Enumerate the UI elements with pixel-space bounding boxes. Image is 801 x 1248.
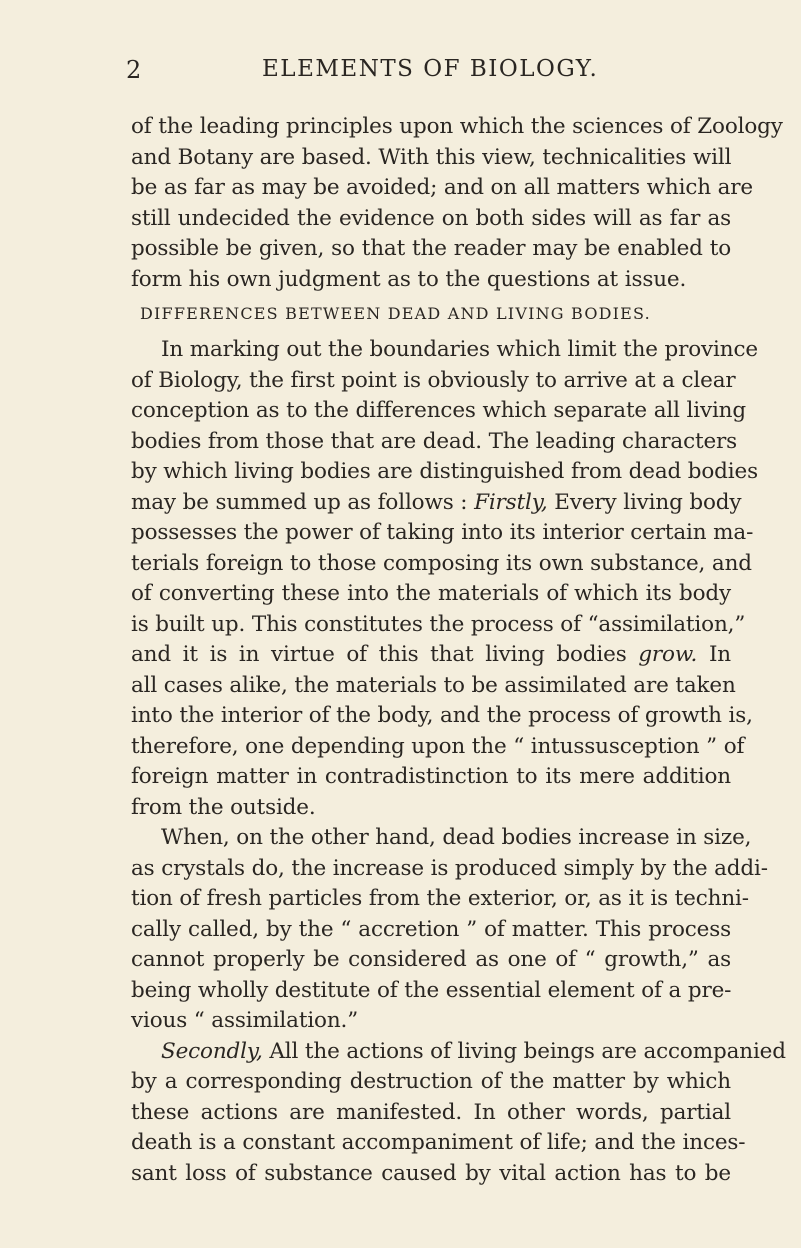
text-line: from the outside. (131, 794, 316, 820)
text-line: by which living bodies are distinguished from dead bodies (131, 459, 758, 484)
page-number: 2 (126, 56, 143, 84)
text-line (131, 1037, 786, 1068)
text-run: All the actions of living beings are accompanied (262, 1038, 786, 1064)
text-line: as crystals do, the increase is produced simply by the addi- (131, 855, 768, 881)
paragraph-first-difference (131, 335, 758, 823)
text-line: into the interior of the body, and the process of growth is, (131, 703, 753, 728)
text-line: death is a constant accompaniment of life; and the inces- (131, 1130, 746, 1155)
italic-firstly: Firstly, (474, 489, 548, 515)
text-run: In (697, 642, 731, 667)
text-line: all cases alike, the materials to be assimilated are taken (131, 672, 736, 698)
text-line (131, 488, 742, 519)
paragraph-intro (131, 112, 783, 295)
section-heading: DIFFERENCES BETWEEN DEAD AND LIVING BODIES. (140, 304, 651, 323)
text-line: by a corresponding destruction of the matter by which (131, 1069, 731, 1094)
italic-secondly: Secondly, (161, 1038, 263, 1064)
text-line: conception as to the differences which separate all living (131, 398, 746, 423)
text-line (131, 640, 731, 671)
text-line: sant loss of substance caused by vital action has to be (131, 1160, 731, 1186)
text-line: cannot properly be considered as one of “ growth,” as (131, 947, 731, 972)
text-run: may be summed up as follows : (131, 489, 475, 515)
text-line: and Botany are based. With this view, technicalities will (131, 144, 732, 170)
text-line: possesses the power of taking into its interior certain ma- (131, 520, 754, 545)
text-line: cally called, by the “ accretion ” of matter. This process (131, 916, 731, 942)
text-line: of converting these into the materials of which its body (131, 581, 731, 606)
text-line: foreign matter in contradistinction to its mere addition (131, 764, 731, 789)
text-line: being wholly destitute of the essential element of a pre- (131, 977, 732, 1003)
italic-grow: grow. (638, 642, 698, 667)
text-line: be as far as may be avoided; and on all matters which are (131, 175, 753, 200)
text-line: still undecided the evidence on both sides will as far as (131, 205, 731, 231)
text-line: possible be given, so that the reader may be enabled to (131, 236, 731, 261)
text-line: of the leading principles upon which the sciences of Zoology (131, 114, 783, 139)
paragraph-second-difference (131, 1037, 786, 1190)
body-text (131, 112, 786, 1189)
text-line: is built up. This constitutes the process of “assimilation,” (131, 611, 746, 637)
text-line: form his own judgment as to the questions at issue. (131, 266, 687, 292)
text-line: tion of fresh particles from the exterior, or, as it is techni- (131, 886, 749, 911)
text-line: of Biology, the first point is obviously to arrive at a clear (131, 367, 736, 393)
paragraph-dead-bodies (131, 823, 768, 1037)
text-line: When, on the other hand, dead bodies increase in size, (161, 825, 752, 850)
text-line: vious “ assimilation.” (131, 1008, 359, 1033)
text-run: Every living body (547, 489, 742, 515)
text-line: terials foreign to those composing its own substance, and (131, 550, 752, 576)
running-head (0, 56, 801, 86)
text-line: therefore, one depending upon the “ intussusception ” of (131, 733, 745, 759)
text-line: these actions are manifested. In other words, partial (131, 1099, 731, 1125)
text-run: and it is in virtue of this that living bodies (131, 642, 639, 667)
text-line: bodies from those that are dead. The leading characters (131, 428, 738, 454)
text-line: In marking out the boundaries which limit the province (161, 337, 758, 362)
running-title: ELEMENTS OF BIOLOGY. (262, 56, 599, 82)
